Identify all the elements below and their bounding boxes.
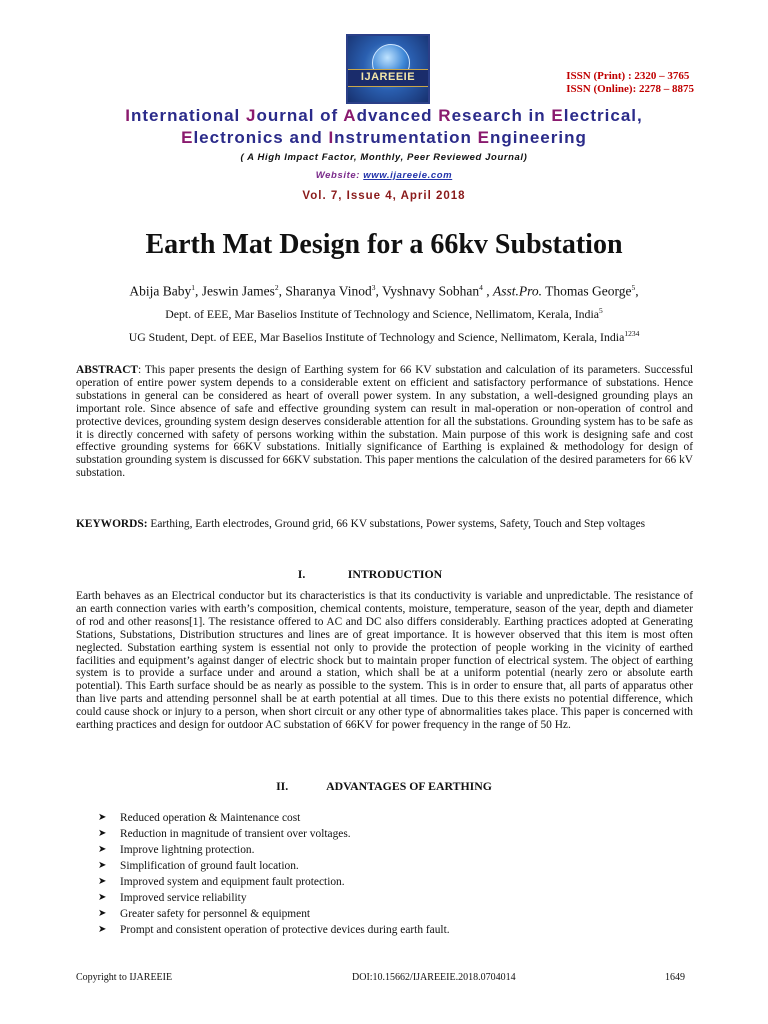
author-list (0, 283, 768, 300)
journal-title-line2 (0, 127, 768, 149)
journal-title-initial: I (328, 128, 335, 147)
affiliation-1-sup: 5 (598, 306, 603, 315)
arrow-bullet-icon: ➤ (98, 812, 107, 823)
affiliation-2 (0, 329, 768, 345)
author-name: Jeswin James (201, 283, 275, 299)
journal-title-word: esearch in (451, 106, 552, 125)
advantage-text: Simplification of ground fault location. (120, 860, 299, 872)
author-separator: , (375, 283, 382, 299)
journal-title-word: dvanced (356, 106, 439, 125)
author-title: Asst.Pro. (492, 283, 542, 299)
author-affiliation-mark: 5 (631, 283, 636, 292)
advantage-item (98, 922, 450, 938)
keywords-text: Earthing, Earth electrodes, Ground grid, 66 KV substations, Power systems, Safety, Touch and Step voltages (147, 518, 646, 530)
advantage-text: Prompt and consistent operation of protective devices during earth fault. (120, 924, 450, 936)
journal-title-word: nternational (131, 106, 247, 125)
arrow-bullet-icon: ➤ (98, 892, 107, 903)
keywords (76, 518, 693, 531)
abstract-text: : This paper presents the design of Earthing system for 66 KV substation and calculation of its parameters. Successful operation of entire power system depends to a considerable extent on efficient and satisfactory performance of substations. Hence substations in general can be considered as heart of overall power system. In any substation, a well-designed grounding plays an important role. Since absence of safe and effective grounding system can result in mal-operation or non-operation of control and protective devices, grounding system design deserves considerable attention for all the substations. Grounding system has to be safe as it is directly concerned with safety of persons working within the substation. Main purpose of this work is designing safe and cost effective grounding systems for 66KV substations. Initially significance of Earthing is explained & methodology for design of substation grounding system is discussed for 66KV substation. This paper mentions the calculation of the desired parameters for 66 kV substation. (76, 364, 693, 480)
arrow-bullet-icon: ➤ (98, 924, 107, 935)
author-separator: , (482, 283, 493, 299)
website-label: Website: (315, 170, 364, 181)
journal-title (0, 105, 768, 149)
affiliation-2-text: UG Student, Dept. of EEE, Mar Baselios Institute of Technology and Science, Nellimatom, Kerala, India (128, 329, 625, 344)
advantage-item (98, 874, 450, 890)
advantage-item (98, 906, 450, 922)
author-separator: , (278, 283, 286, 299)
journal-title-initial: J (246, 106, 257, 125)
arrow-bullet-icon: ➤ (98, 860, 107, 871)
journal-subtitle: ( A High Impact Factor, Monthly, Peer Reviewed Journal) (240, 152, 528, 163)
journal-title-initial: R (438, 106, 452, 125)
author-separator: , (195, 283, 202, 299)
section-2-title: ADVANTAGES OF EARTHING (326, 779, 492, 793)
journal-title-word: ngineering (489, 128, 587, 147)
section-heading-advantages (0, 779, 768, 794)
journal-title-initial: E (477, 128, 490, 147)
journal-website (0, 170, 768, 181)
affiliation-2-sup: 1234 (624, 329, 640, 338)
journal-title-initial: E (181, 128, 194, 147)
paper-title: Earth Mat Design for a 66kv Substation (145, 229, 623, 260)
section-1-title: INTRODUCTION (347, 567, 443, 581)
advantage-item (98, 858, 450, 874)
author-affiliation-mark: 4 (479, 283, 483, 292)
arrow-bullet-icon: ➤ (98, 876, 107, 887)
website-link[interactable]: www.ijareeie.com (363, 170, 453, 181)
keywords-label: KEYWORDS: (76, 518, 148, 530)
journal-logo (346, 34, 430, 104)
advantage-item (98, 842, 450, 858)
advantage-text: Improved system and equipment fault protection. (120, 876, 345, 888)
author-separator: , (635, 283, 639, 299)
author-affiliation-mark: 3 (371, 283, 376, 292)
journal-title-word: ournal of (256, 106, 344, 125)
advantage-text: Improved service reliability (120, 892, 247, 904)
arrow-bullet-icon: ➤ (98, 908, 107, 919)
advantage-item (98, 890, 450, 906)
advantage-text: Reduction in magnitude of transient over voltages. (120, 828, 351, 840)
issn-block (566, 70, 694, 96)
journal-title-initial: I (125, 106, 131, 125)
logo-text: IJAREEIE (348, 69, 428, 87)
advantage-text: Reduced operation & Maintenance cost (120, 812, 301, 824)
footer-copyright: Copyright to IJAREEIE (76, 972, 173, 983)
footer-doi: DOI:10.15662/IJAREEIE.2018.0704014 (352, 972, 516, 983)
advantage-item (98, 826, 450, 842)
journal-title-word: nstrumentation (334, 128, 478, 147)
section-2-number: II. (276, 779, 289, 793)
affiliation-1 (0, 306, 768, 322)
advantages-list (98, 810, 450, 938)
author-name: Thomas George (541, 283, 632, 299)
arrow-bullet-icon: ➤ (98, 844, 107, 855)
arrow-bullet-icon: ➤ (98, 828, 107, 839)
abstract (76, 364, 693, 480)
abstract-label: ABSTRACT (76, 364, 139, 376)
journal-title-initial: A (343, 106, 357, 125)
issn-online: ISSN (Online): 2278 – 8875 (566, 83, 694, 95)
issn-print: ISSN (Print) : 2320 – 3765 (566, 70, 690, 82)
section-1-number: I. (297, 567, 306, 581)
advantage-item (98, 810, 450, 826)
affiliation-1-text: Dept. of EEE, Mar Baselios Institute of Technology and Science, Nellimatom, Kerala, India (165, 306, 599, 321)
author-affiliation-mark: 2 (274, 283, 279, 292)
volume-issue: Vol. 7, Issue 4, April 2018 (302, 190, 466, 202)
journal-title-initial: E (551, 106, 564, 125)
section-heading-introduction (0, 567, 754, 582)
footer-page-number: 1649 (665, 972, 685, 983)
author-name: Sharanya Vinod (285, 283, 372, 299)
advantage-text: Improve lightning protection. (120, 844, 255, 856)
introduction-text: Earth behaves as an Electrical conductor but its characteristics is that its conductivity is variable and unpredictable. The resistance of an earth connection varies with earth’s composition, chemical contents, moisture, temperature, season of the year, depth and diameter of rod and other reasons[1]. The resistance offered to AC and DC also differs considerably. Earthing practices adopted at Generating Stations, Substations, Distribution structures and lines are of great importance. It is however observed that this item is most often neglected. Substation earthing system is essential not only to provide the protection of people working in the vicinity of earthed facilities and equipment’s against danger of electric shock but to maintain proper function of electrical system. The object of earthing system is to provide a surface under and around a station, which shall be at a uniform potential (nearly zero or absolute earth potential). This Earth surface should be as nearly as possible to the system. This is in order to ensure that, all parts of apparatus other than live parts and attending personnel shall be at earth potential at all times. Due to this there exists no potential difference, which could cause shock or injury to a person, when short circuit or any other type of abnormalities takes place. This paper is concerned with earthing practices and design for outdoor AC substation of 66KV for power frequency in the range of 50 Hz. (76, 590, 693, 732)
journal-title-word: lectronics and (193, 128, 329, 147)
author-name: Vyshnavy Sobhan (381, 283, 480, 299)
author-name: Abija Baby (129, 283, 192, 299)
advantage-text: Greater safety for personnel & equipment (120, 908, 311, 920)
journal-title-line1 (0, 105, 768, 127)
journal-title-word: lectrical, (563, 106, 643, 125)
author-affiliation-mark: 1 (191, 283, 196, 292)
